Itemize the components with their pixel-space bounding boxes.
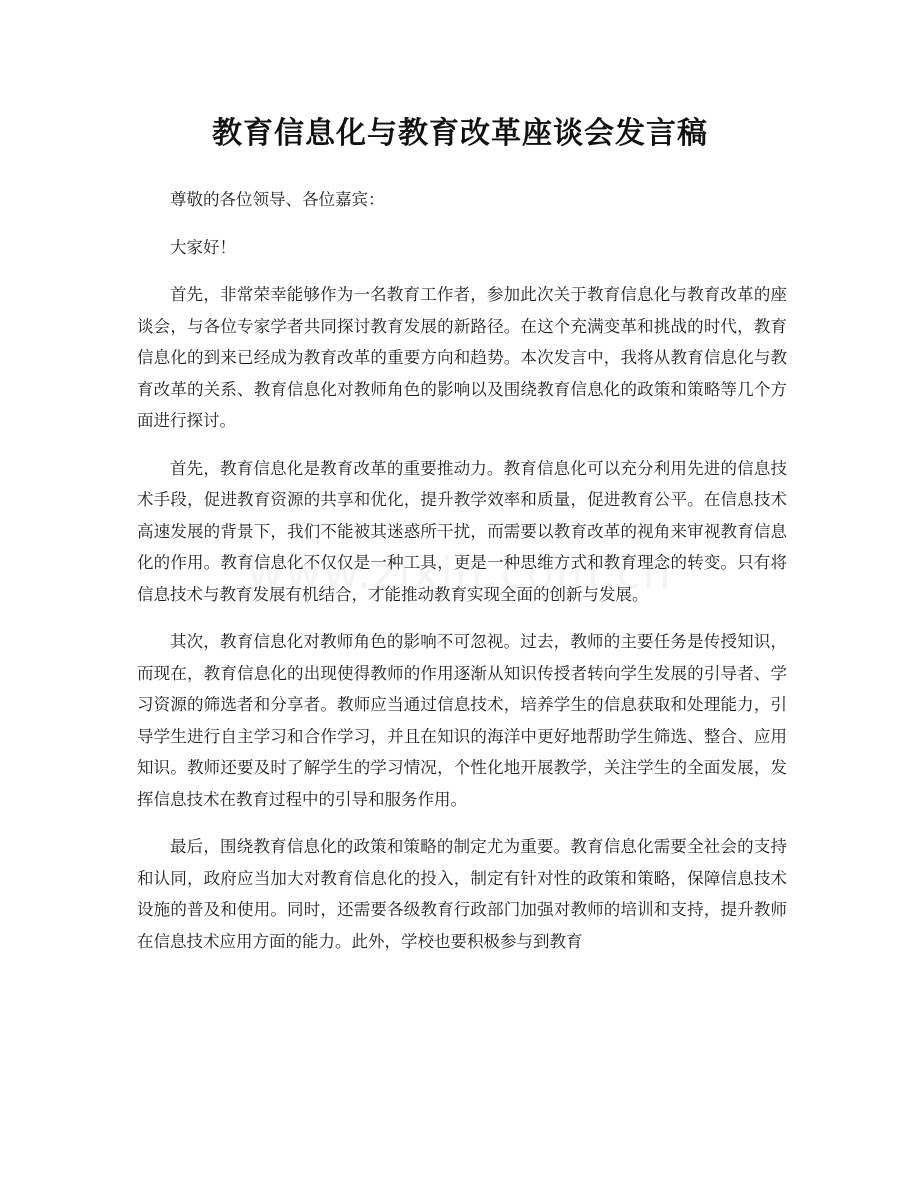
paragraph-driving-force: 首先，教育信息化是教育改革的重要推动力。教育信息化可以充分利用先进的信息技术手段，促进教育资源的共享和优化，提升教学效率和质量，促进教育公平。在信息技术高速发展的背景下，我们不能被其迷惑所干扰，而需要以教育改革的视角来审视教育信息化的作用。教育信息化不仅仅是一种工具，更是一种思维方式和教育理念的转变。只有将信息技术与教育发展有机结合，才能推动教育实现全面的创新与发展。 [137,458,787,604]
document-title: 教育信息化与教育改革座谈会发言稿 [212,116,708,151]
greeting: 大家好！ [170,237,236,257]
paragraph-intro: 首先，非常荣幸能够作为一名教育工作者，参加此次关于教育信息化与教育改革的座谈会，与各位专家学者共同探讨教育发展的新路径。在这个充满变革和挑战的时代，教育信息化的到来已经成为教育改革的重要方向和趋势。本次发言中，我将从教育信息化与教育改革的关系、教育信息化对教师角色的影响以及围绕教育信息化的政策和策略等几个方面进行探讨。 [137,285,787,430]
salutation: 尊敬的各位领导、各位嘉宾： [170,190,385,209]
document-body [137,184,787,973]
paragraph-policy: 最后，围绕教育信息化的政策和策略的制定尤为重要。教育信息化需要全社会的支持和认同，政府应当加大对教育信息化的投入，制定有针对性的政策和策略，保障信息技术设施的普及和使用。同时，还需要各级教育行政部门加强对教师的培训和支持，提升教师在信息技术应用方面的能力。此外，学校也要积极参与到教育 [137,837,787,951]
paragraph-teacher-role: 其次，教育信息化对教师角色的影响不可忽视。过去，教师的主要任务是传授知识，而现在，教育信息化的出现使得教师的作用逐渐从知识传授者转向学生发展的引导者、学习资源的筛选者和分享者。教师应当通过信息技术，培养学生的信息获取和处理能力，引导学生进行自主学习和合作学习，并且在知识的海洋中更好地帮助学生筛选、整合、应用知识。教师还要及时了解学生的学习情况，个性化地开展教学，关注学生的全面发展，发挥信息技术在教育过程中的引导和服务作用。 [137,632,787,809]
